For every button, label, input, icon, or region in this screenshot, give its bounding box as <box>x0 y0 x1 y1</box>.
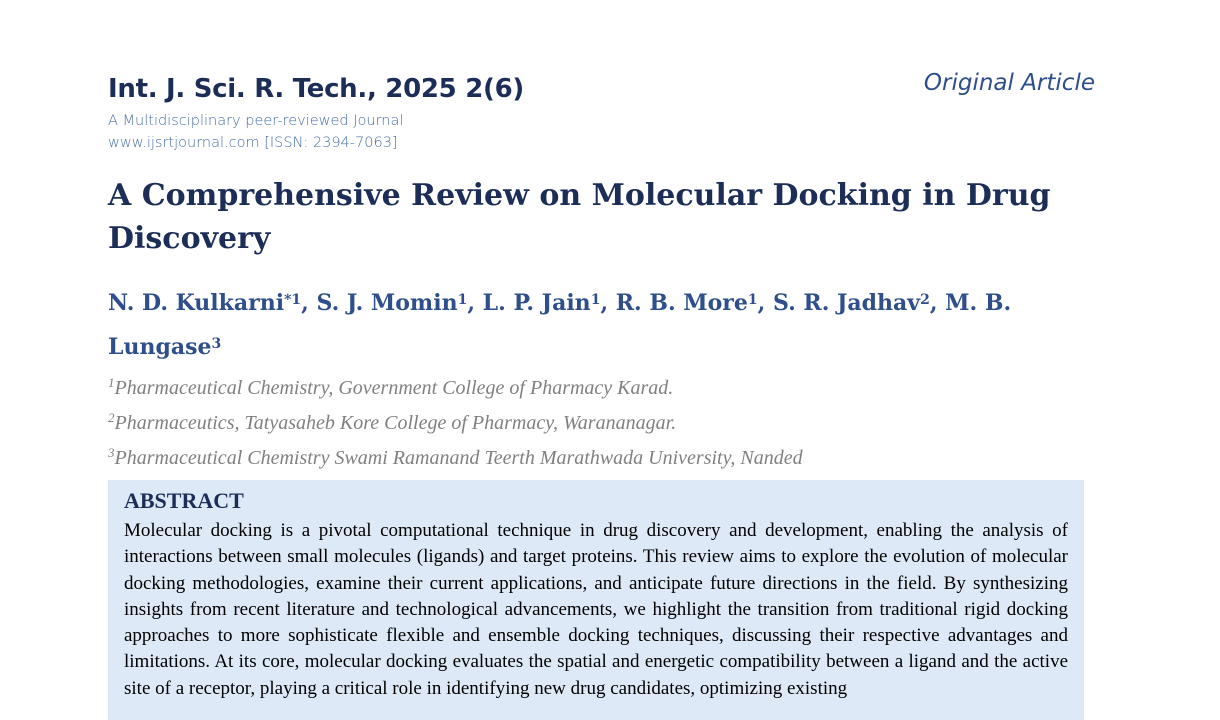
affiliation-text: Pharmaceutics, Tatyasaheb Kore College of Pharmacy, Warananagar. <box>114 412 677 434</box>
affiliation-text: Pharmaceutical Chemistry Swami Ramanand Teerth Marathwada University, Nanded <box>114 447 803 469</box>
affiliation-item <box>108 438 803 473</box>
author-name: S. R. Jadhav <box>772 290 921 316</box>
author-mark: 1 <box>747 292 758 308</box>
affiliation-item <box>108 403 803 438</box>
abstract-heading: ABSTRACT <box>124 488 244 513</box>
affiliation-item <box>108 368 803 403</box>
affiliation-number: 1 <box>108 375 115 390</box>
author-mark: 2 <box>920 292 930 308</box>
author-name: L. P. Jain <box>482 290 591 316</box>
journal-description: A Multidisciplinary peer-reviewed Journal <box>108 113 404 129</box>
author-name: R. B. More <box>615 290 748 316</box>
abstract-section <box>108 480 1084 720</box>
affiliation-text: Pharmaceutical Chemistry, Government College of Pharmacy Karad. <box>114 377 674 399</box>
journal-url[interactable]: www.ijsrtjournal.com [ISSN: 2394-7063] <box>108 135 398 151</box>
affiliation-list <box>108 368 803 473</box>
author-name: N. D. Kulkarni <box>108 290 285 316</box>
article-type: Original Article <box>923 70 1095 96</box>
author-mark: 1 <box>457 292 468 308</box>
journal-title: Int. J. Sci. R. Tech., 2025 2(6) <box>108 74 524 104</box>
author-name: S. J. Momin <box>316 290 458 316</box>
author-list: N. D. Kulkarni$^{*1}$, S. J. Momin$^1$, L. P. Jain$^1$, R. B. More$^1$, S. R. Jadhav$^2$, M. B. Lungase$^3$ <box>108 290 1012 360</box>
author-mark: 3 <box>211 336 222 352</box>
author-name: M. B. Lungase <box>108 290 1012 360</box>
author-mark: *1 <box>284 292 302 308</box>
affiliation-number: 2 <box>108 410 115 425</box>
author-mark: 1 <box>590 292 601 308</box>
paper-title: A Comprehensive Review on Molecular Docking in Drug Discovery <box>108 178 1051 256</box>
affiliation-number: 3 <box>108 445 115 460</box>
abstract-text: Molecular docking is a pivotal computational technique in drug discovery and development, enabling the analysis of interactions between small molecules (ligands) and target proteins. This review aims to explore the evolution of molecular docking methodologies, examine their current applications, and anticipate future directions in the field. By synthesizing insights from recent literature and technological advancements, we highlight the transition from traditional rigid docking approaches to more sophisticate flexible and ensemble docking techniques, discussing their respective advantages and limitations. At its core, molecular docking evaluates the spatial and energetic compatibility between a ligand and the active site of a receptor, playing a critical role in identifying new drug candidates, optimizing existing <box>124 520 1068 699</box>
